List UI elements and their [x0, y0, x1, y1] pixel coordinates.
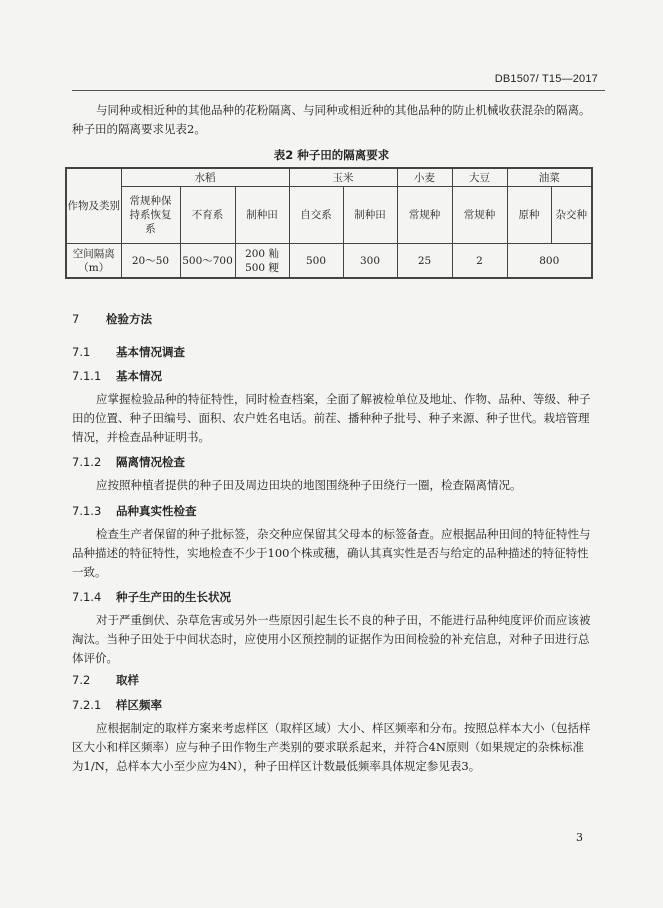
group-wheat: 小麦 [397, 168, 452, 187]
sub-corn-inbred: 自交系 [289, 187, 343, 244]
val-rice-hybrid [235, 244, 289, 279]
heading-7: 7 检验方法 [72, 312, 152, 326]
group-soybean: 大豆 [452, 168, 507, 187]
body-7-1-2: 应按照种植者提供的种子田及周边田块的地图围绕种子田绕行一圈，检查隔离情况。 [96, 478, 522, 492]
intro-line-1: 与同种或相近种的其他品种的花粉隔离、与同种或相近种的其他品种的防止机械收获混杂的隔离。 [96, 103, 591, 117]
val-wheat-conventional: 25 [397, 244, 452, 279]
val-soybean-conventional: 2 [452, 244, 507, 279]
sub-rapeseed-hybrid: 杂交种 [551, 187, 592, 244]
val-rice-conventional: 20～50 [121, 244, 180, 279]
corner-header: 作物及类别 [66, 168, 121, 244]
intro-line-2: 种子田的隔离要求见表2。 [72, 122, 206, 136]
heading-7-2: 7.2 取样 [72, 673, 139, 687]
val-rice-hybrid-japonica: 500 粳 [245, 261, 279, 274]
sub-rapeseed-original: 原种 [507, 187, 551, 244]
sub-rice-sterile: 不育系 [180, 187, 235, 244]
sub-corn-hybrid: 制种田 [343, 187, 397, 244]
isolation-table [65, 167, 593, 279]
body-7-1-1: 应掌握检验品种的特征特性，同时检查档案，全面了解被检单位及地址、作物、品种、等级、种子田的位置、种子田编号、面积、农户姓名电话。前茬、播种种子批号、种子来源、种子世代。栽培管理情况，并检查品种证明书。 [72, 392, 591, 444]
val-rice-sterile: 500～700 [180, 244, 235, 279]
heading-7-1-3: 7.1.3 品种真实性检查 [72, 504, 197, 518]
val-rice-hybrid-indica: 200 籼 [245, 247, 279, 260]
sub-wheat-conventional: 常规种 [397, 187, 452, 244]
header-rule [72, 90, 605, 91]
page-number: 3 [576, 831, 583, 844]
heading-7-1: 7.1 基本情况调查 [72, 345, 185, 359]
heading-7-1-2: 7.1.2 隔离情况检查 [72, 455, 185, 469]
body-7-1-3: 检查生产者保留的种子批标签，杂交种应保留其父母本的标签备查。应根据品种田间的特征特性与品种描述的特征特性，实地检查不少于100个株或穗，确认其真实性是否与给定的品种描述的特征特性一致。 [72, 527, 591, 579]
sub-rice-conventional: 常规种保持系恢复系 [121, 187, 180, 244]
val-rapeseed: 800 [507, 244, 592, 279]
group-rice: 水稻 [121, 168, 289, 187]
row-label-isolation: 空间隔离（m） [66, 244, 121, 279]
document-code: DB1507/ T15—2017 [494, 73, 598, 85]
val-corn-inbred: 500 [289, 244, 343, 279]
val-corn-hybrid: 300 [343, 244, 397, 279]
sub-soybean-conventional: 常规种 [452, 187, 507, 244]
group-rapeseed: 油菜 [507, 168, 592, 187]
body-7-1-4: 对于严重倒伏、杂草危害或另外一些原因引起生长不良的种子田，不能进行品种纯度评价而应该被淘汰。当种子田处于中间状态时，应使用小区预控制的证据作为田间检验的补充信息，对种子田进行总体评价。 [72, 613, 591, 665]
heading-7-1-4: 7.1.4 种子生产田的生长状况 [72, 590, 231, 604]
sub-rice-hybrid: 制种田 [235, 187, 289, 244]
heading-7-1-1: 7.1.1 基本情况 [72, 369, 162, 383]
heading-7-2-1: 7.2.1 样区频率 [72, 698, 162, 712]
intro-paragraph [72, 101, 592, 139]
group-corn: 玉米 [289, 168, 397, 187]
table2-caption: 表2 种子田的隔离要求 [273, 148, 390, 162]
body-7-2-1: 应根据制定的取样方案来考虑样区（取样区域）大小、样区频率和分布。按照总样本大小（包括样区大小和样区频率）应与种子田作物生产类别的要求联系起来，并符合4N原则（如果规定的杂株标准为1/N，总样本大小至少应为4N），种子田样区计数最低频率具体规定参见表3。 [72, 721, 591, 773]
